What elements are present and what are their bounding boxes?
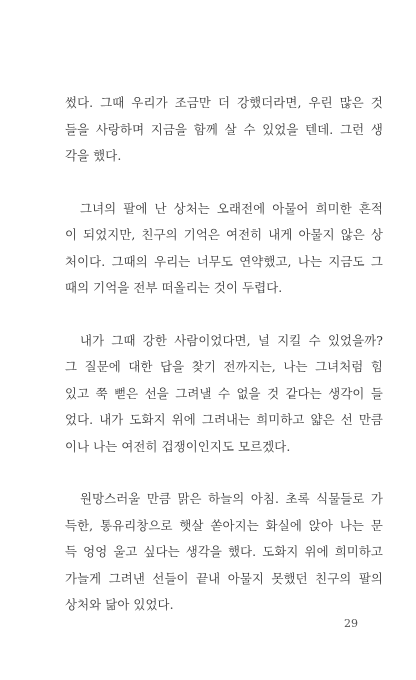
text-line: 들을 사랑하며 지금을 함께 살 수 있었을 텐데. 그런 생 — [65, 121, 383, 137]
page-number: 29 — [344, 617, 358, 630]
text-line: 이 되었지만, 친구의 기억은 여전히 내게 아물지 않은 상 — [65, 227, 383, 242]
text-line: 처이다. 그때의 우리는 너무도 연약했고, 나는 지금도 그 — [65, 253, 383, 269]
text-line: 이나 나는 여전히 겁쟁이인지도 모르겠다. — [65, 438, 291, 454]
text-line: 가늘게 그려낸 선들이 끝내 아물지 못했던 친구의 팔의 — [65, 570, 383, 586]
text-line: 득한, 통유리창으로 햇살 쏟아지는 화실에 앉아 나는 문 — [65, 517, 383, 533]
text-line: 원망스러울 만큼 맑은 하늘의 아침. 초록 식물들로 가 — [80, 491, 383, 506]
paragraph-3 — [65, 328, 383, 461]
text-line: 었다. 내가 도화지 위에 그려내는 희미하고 얇은 선 만큼 — [65, 412, 383, 427]
text-line: 내가 그때 강한 사람이었다면, 널 지킬 수 있었을까? — [80, 332, 383, 348]
text-line: 그 질문에 대한 답을 찾기 전까지는, 나는 그녀처럼 힘 — [65, 359, 383, 374]
text-line: 각을 했다. — [65, 148, 122, 163]
text-line: 있고 쭉 뻗은 선을 그려낼 수 없을 것 같다는 생각이 들 — [65, 385, 383, 401]
text-line: 썼다. 그때 우리가 조금만 더 강했더라면, 우린 많은 것 — [65, 95, 383, 110]
paragraph-1 — [65, 90, 383, 170]
paragraph-4 — [65, 486, 383, 619]
paragraph-2 — [65, 196, 383, 302]
text-line: 상처와 닮아 있었다. — [65, 597, 174, 612]
text-line: 그녀의 팔에 난 상처는 오래전에 아물어 희미한 흔적 — [80, 200, 383, 216]
text-line: 득 엉엉 울고 싶다는 생각을 했다. 도화지 위에 희미하고 — [65, 544, 383, 559]
text-line: 때의 기억을 전부 떠올리는 것이 두렵다. — [65, 280, 283, 295]
body-text — [65, 90, 383, 645]
